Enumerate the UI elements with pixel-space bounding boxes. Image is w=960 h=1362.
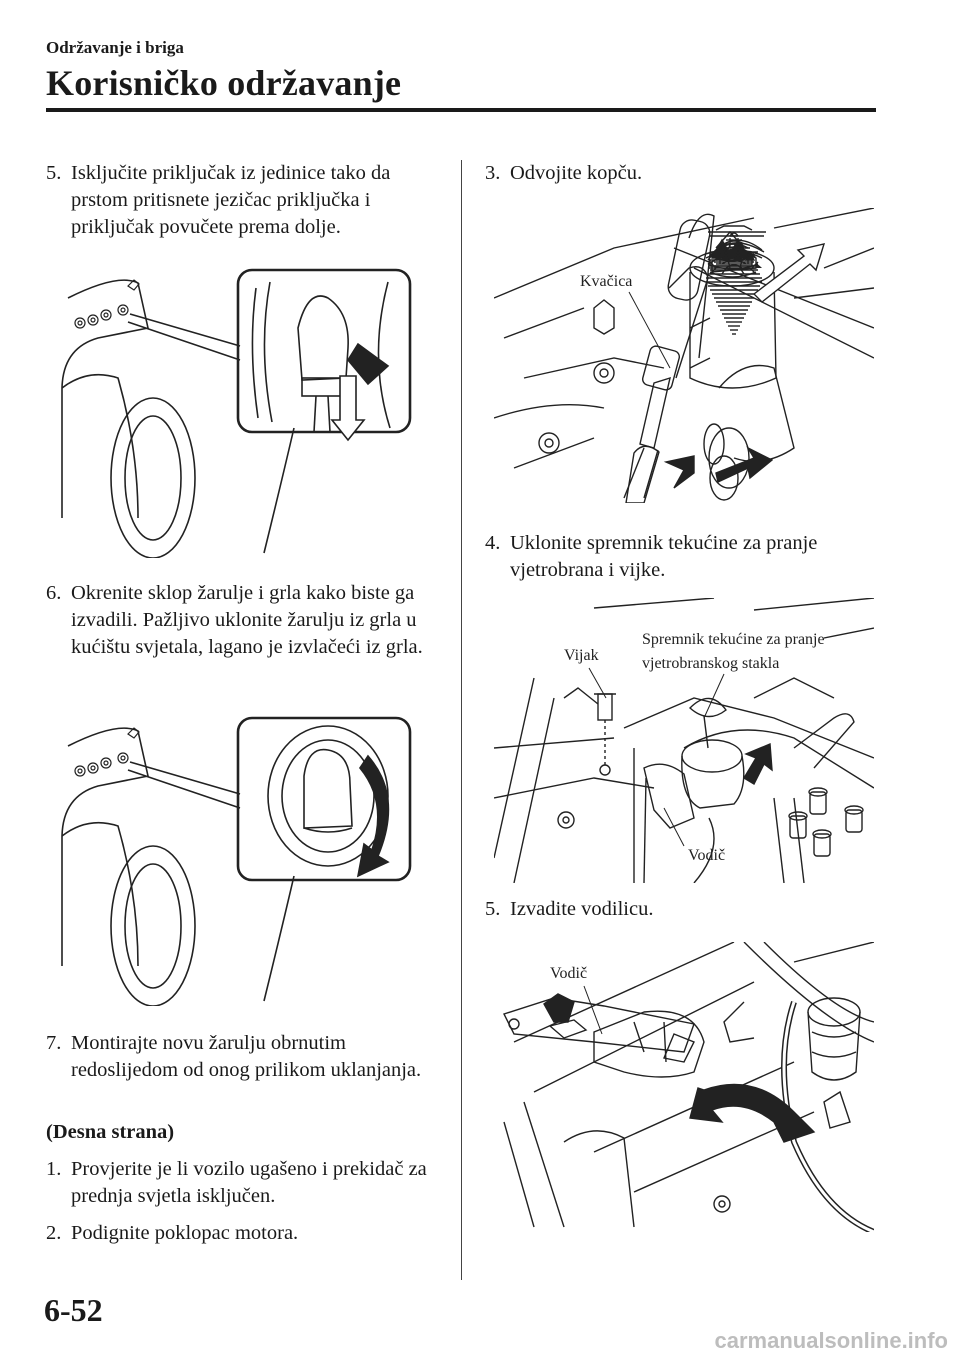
step-number: 7. <box>46 1032 62 1054</box>
right-step-1 <box>46 1156 451 1210</box>
figure-guide-removal <box>494 942 874 1232</box>
step-number: 3. <box>485 162 501 184</box>
right-step-3 <box>485 160 885 187</box>
step-text: Provjerite je li vozilo ugašeno i prekidač za prednja svjetla isključen. <box>71 1158 427 1207</box>
right-step-5 <box>485 896 885 923</box>
callout-guide: Vodič <box>688 847 726 864</box>
callout-clip: Kvačica <box>580 273 633 290</box>
step-text: Okrenite sklop žarulje i grla kako biste ga izvadili. Pažljivo uklonite žarulju iz grla u kućištu svjetala, lagano je izvlačeći iz grla. <box>71 582 423 658</box>
step-number: 4. <box>485 532 501 554</box>
page-number: 6-52 <box>44 1292 103 1328</box>
section-label: Održavanje i briga <box>46 38 184 57</box>
callout-tank-line1: Spremnik tekućine za pranje <box>642 631 825 648</box>
title-rule <box>46 108 876 112</box>
figure-bulb-rotation <box>58 716 418 1006</box>
callout-guide: Vodič <box>550 965 588 982</box>
step-text: Montirajte novu žarulju obrnutim redoslijedom od onog prilikom uklanjanja. <box>71 1032 422 1081</box>
step-text: Podignite poklopac motora. <box>71 1222 299 1244</box>
figure-connector-removal <box>58 268 418 558</box>
right-step-4 <box>485 530 885 584</box>
step-text: Odvojite kopču. <box>510 162 643 184</box>
watermark: carmanualsonline.info <box>714 1328 948 1353</box>
step-7-install-bulb <box>46 1030 451 1084</box>
page-title: Korisničko održavanje <box>46 63 402 103</box>
step-number: 5. <box>485 898 501 920</box>
step-number: 1. <box>46 1158 62 1180</box>
step-5-disconnect-connector <box>46 160 451 241</box>
step-6-rotate-bulb <box>46 580 451 661</box>
callout-tank-line2: vjetrobranskog stakla <box>642 655 780 672</box>
figure-washer-tank <box>494 598 874 883</box>
right-step-2 <box>46 1220 451 1247</box>
step-number: 2. <box>46 1222 62 1244</box>
step-text: Izvadite vodilicu. <box>510 898 654 920</box>
callout-screw: Vijak <box>564 647 599 664</box>
step-number: 6. <box>46 582 62 604</box>
figure-clip-detach <box>494 208 874 503</box>
subheading-right-side: (Desna strana) <box>46 1121 175 1143</box>
step-text: Uklonite spremnik tekućine za pranje vjetrobrana i vijke. <box>510 532 818 581</box>
column-divider <box>461 160 462 1280</box>
step-text: Isključite priključak iz jedinice tako da prstom pritisnete jezičac priključka i priključak povučete prema dolje. <box>71 162 391 238</box>
step-number: 5. <box>46 162 62 184</box>
